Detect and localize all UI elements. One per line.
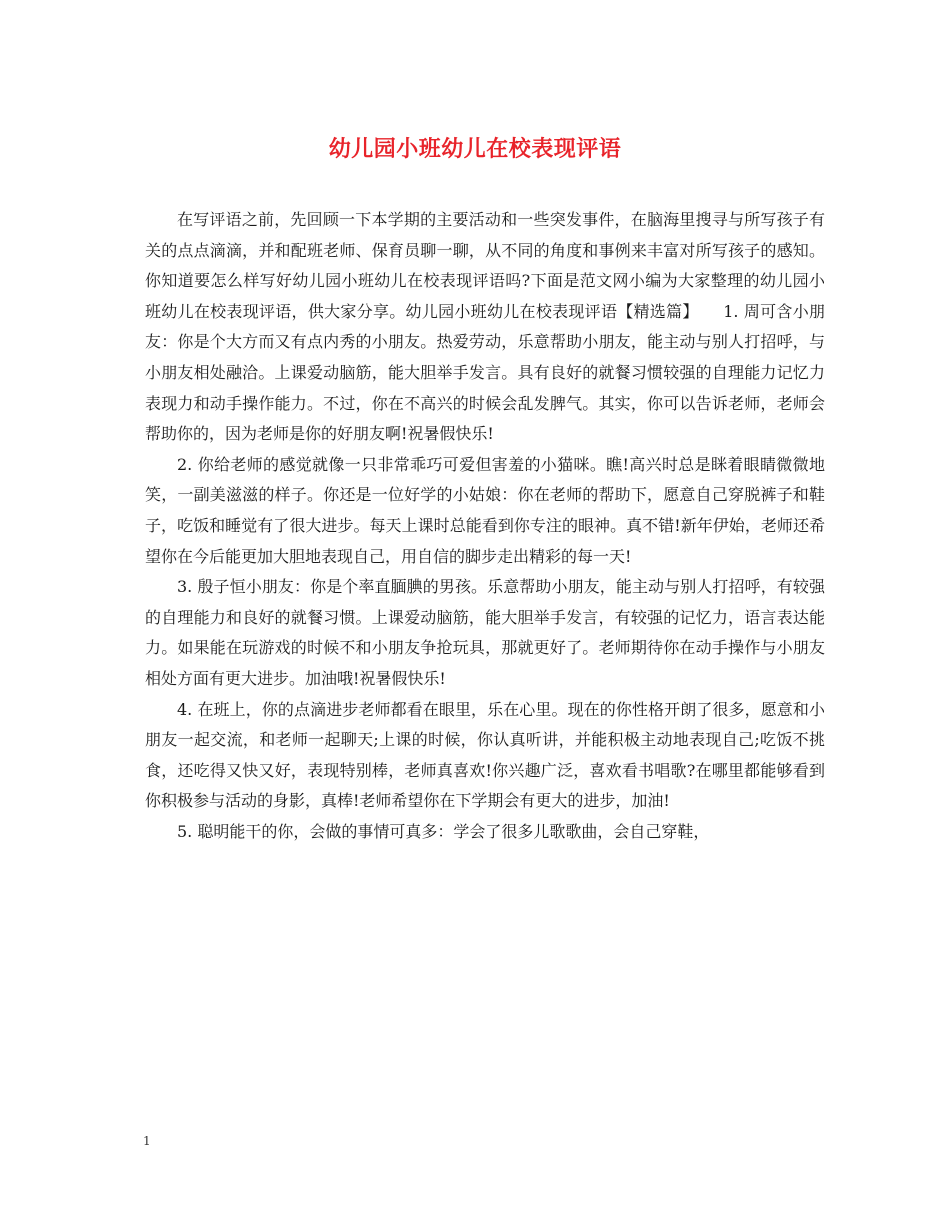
page-number: 1 <box>143 1134 151 1148</box>
paragraph-item-3: 3. 殷子恒小朋友：你是个率直腼腆的男孩。乐意帮助小朋友，能主动与别人打招呼，有较强的自理能力和良好的就餐习惯。上课爱动脑筋，能大胆举手发言，有较强的记忆力，语言表达能力。如果能在玩游戏的时候不和小朋友争抢玩具，那就更好了。老师期待你在动手操作与小朋友相处方面有更大进步。加油哦!祝暑假快乐! <box>145 577 825 688</box>
document-title: 幼儿园小班幼儿在校表现评语 <box>328 136 622 162</box>
paragraph-item-5: 5. 聪明能干的你，会做的事情可真多：学会了很多儿歌歌曲，会自己穿鞋， <box>177 821 710 841</box>
document-body <box>145 205 825 847</box>
paragraph-item-4: 4. 在班上，你的点滴进步老师都看在眼里，乐在心里。现在的你性格开朗了很多，愿意和小朋友一起交流，和老师一起聊天;上课的时候，你认真听讲，并能积极主动地表现自己;吃饭不挑食，还吃得又快又好，表现特别棒，老师真喜欢!你兴趣广泛，喜欢看书唱歌?在哪里都能够看到你积极参与活动的身影，真棒!老师希望你在下学期会有更大的进步，加油! <box>145 699 825 811</box>
paragraph-intro: 在写评语之前，先回顾一下本学期的主要活动和一些突发事件，在脑海里搜寻与所写孩子有关的点点滴滴，并和配班老师、保育员聊一聊，从不同的角度和事例来丰富对所写孩子的感知。你知道要怎么样写好幼儿园小班幼儿在校表现评语吗?下面是范文网小编为大家整理的幼儿园小班幼儿在校表现评语，供大家分享。幼儿园小班幼儿在校表现评语【精选篇】 1. 周可含小朋友：你是个大方而又有点内秀的小朋友。热爱劳动，乐意帮助小朋友，能主动与别人打招呼，与小朋友相处融洽。上课爱动脑筋，能大胆举手发言。具有良好的就餐习惯较强的自理能力记忆力表现力和动手操作能力。不过，你在不高兴的时候会乱发脾气。其实，你可以告诉老师，老师会帮助你的，因为老师是你的好朋友啊!祝暑假快乐! <box>145 210 825 444</box>
paragraph-item-2: 2. 你给老师的感觉就像一只非常乖巧可爱但害羞的小猫咪。瞧!高兴时总是眯着眼睛微微地笑，一副美滋滋的样子。你还是一位好学的小姑娘：你在老师的帮助下，愿意自己穿脱裤子和鞋子，吃饭和睡觉有了很大进步。每天上课时总能看到你专注的眼神。真不错!新年伊始，老师还希望你在今后能更加大胆地表现自己，用自信的脚步走出精彩的每一天! <box>145 454 825 566</box>
